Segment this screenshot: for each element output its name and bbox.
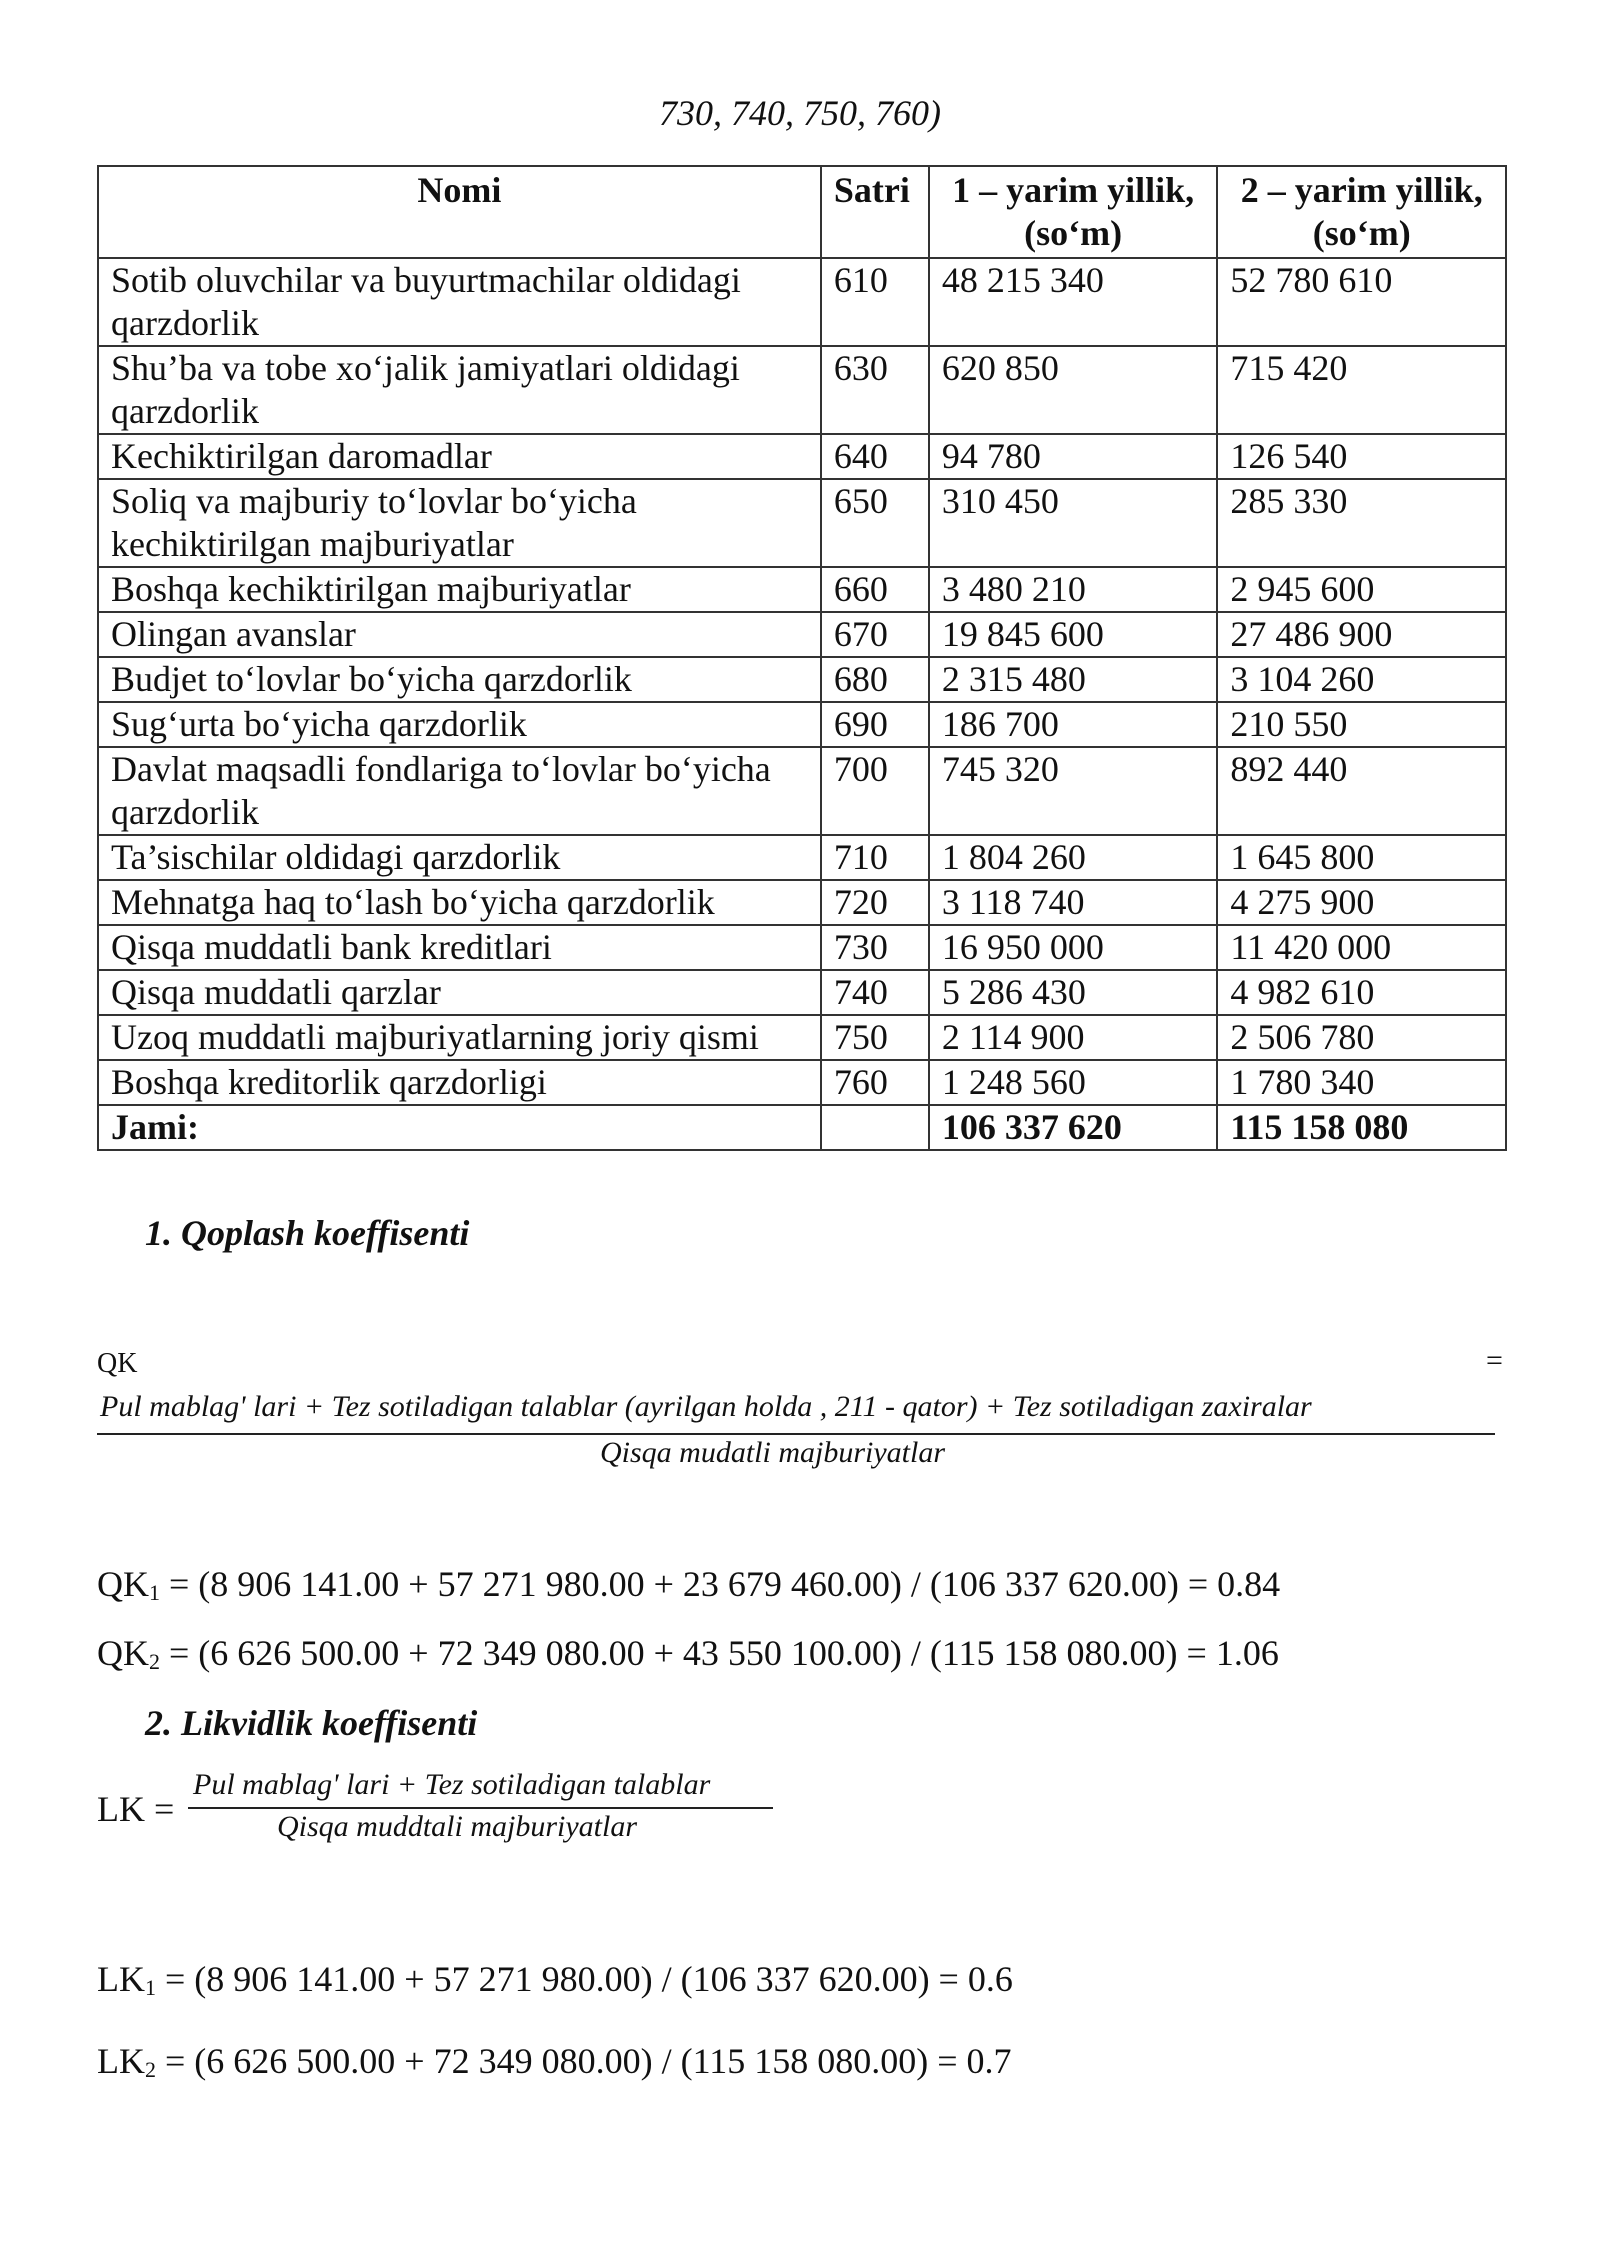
row-name: Mehnatga haq to‘lash bo‘yicha qarzdorlik xyxy=(98,880,821,925)
qk-formula-denominator: Qisqa mudatli majburiyatlar xyxy=(600,1436,946,1469)
row-half-year-1: 48 215 340 xyxy=(929,258,1218,346)
table-row xyxy=(98,925,1506,970)
lk-formula-label: LK = xyxy=(97,1789,175,1829)
table-row xyxy=(98,970,1506,1015)
row-half-year-2: 126 540 xyxy=(1217,434,1506,479)
row-code: 640 xyxy=(821,434,929,479)
table-header-row xyxy=(98,166,1506,258)
qk1-calculation xyxy=(97,1563,1280,1606)
lk2-text: = (6 626 500.00 + 72 349 080.00) / (115 158 080.00) = 0.7 xyxy=(156,2041,1012,2081)
lk1-text: = (8 906 141.00 + 57 271 980.00) / (106 337 620.00) = 0.6 xyxy=(156,1959,1013,1999)
table-row xyxy=(98,1015,1506,1060)
row-name: Boshqa kreditorlik qarzdorligi xyxy=(98,1060,821,1105)
qk1-subscript: 1 xyxy=(149,1580,160,1605)
row-half-year-1: 3 118 740 xyxy=(929,880,1218,925)
table-row xyxy=(98,612,1506,657)
row-code: 700 xyxy=(821,747,929,835)
row-code: 750 xyxy=(821,1015,929,1060)
lk1-subscript: 1 xyxy=(145,1975,156,2000)
row-code: 710 xyxy=(821,835,929,880)
row-name: Sug‘urta bo‘yicha qarzdorlik xyxy=(98,702,821,747)
row-code: 630 xyxy=(821,346,929,434)
row-half-year-1: 745 320 xyxy=(929,747,1218,835)
row-name: Sotib oluvchilar va buyurtmachilar oldidagi qarzdorlik xyxy=(98,258,821,346)
row-half-year-2: 4 982 610 xyxy=(1217,970,1506,1015)
document-title: 730, 740, 750, 760) xyxy=(659,93,941,133)
row-half-year-2: 2 506 780 xyxy=(1217,1015,1506,1060)
row-half-year-1: 19 845 600 xyxy=(929,612,1218,657)
qk2-subscript: 2 xyxy=(149,1649,160,1674)
row-half-year-1: 310 450 xyxy=(929,479,1218,567)
row-name: Ta’sischilar oldidagi qarzdorlik xyxy=(98,835,821,880)
row-name: Kechiktirilgan daromadlar xyxy=(98,434,821,479)
total-half-year-1: 106 337 620 xyxy=(929,1105,1218,1150)
table-row xyxy=(98,657,1506,702)
row-half-year-2: 52 780 610 xyxy=(1217,258,1506,346)
table-row xyxy=(98,747,1506,835)
row-code: 740 xyxy=(821,970,929,1015)
qk-formula-label: QK xyxy=(97,1348,138,1379)
row-half-year-1: 1 804 260 xyxy=(929,835,1218,880)
qk-formula-numerator: Pul mablag' lari + Tez sotiladigan talablar (ayrilgan holda , 211 - qator) + Tez sotiladigan zaxiralar xyxy=(100,1390,1312,1423)
row-half-year-2: 4 275 900 xyxy=(1217,880,1506,925)
row-half-year-1: 1 248 560 xyxy=(929,1060,1218,1105)
header-half-year-1: 1 – yarim yillik, (so‘m) xyxy=(929,166,1218,258)
section-heading-qoplash: 1. Qoplash koeffisenti xyxy=(145,1213,470,1253)
row-name: Boshqa kechiktirilgan majburiyatlar xyxy=(98,567,821,612)
qk-fraction-line xyxy=(97,1433,1495,1435)
table-row xyxy=(98,880,1506,925)
lk1-label: LK xyxy=(97,1959,145,1999)
lk-formula-numerator: Pul mablag' lari + Tez sotiladigan talablar xyxy=(193,1768,711,1801)
section-heading-likvidlik: 2. Likvidlik koeffisenti xyxy=(145,1703,478,1743)
table-row xyxy=(98,702,1506,747)
table-row xyxy=(98,346,1506,434)
row-code: 650 xyxy=(821,479,929,567)
table-total-row xyxy=(98,1105,1506,1150)
row-name: Budjet to‘lovlar bo‘yicha qarzdorlik xyxy=(98,657,821,702)
lk2-label: LK xyxy=(97,2041,145,2081)
table-row xyxy=(98,1060,1506,1105)
row-half-year-1: 186 700 xyxy=(929,702,1218,747)
row-half-year-1: 94 780 xyxy=(929,434,1218,479)
row-half-year-1: 2 315 480 xyxy=(929,657,1218,702)
header-half-year-2: 2 – yarim yillik, (so‘m) xyxy=(1217,166,1506,258)
lk1-calculation xyxy=(97,1958,1013,2001)
qk2-calculation xyxy=(97,1632,1279,1675)
table-body xyxy=(98,258,1506,1150)
table-row xyxy=(98,258,1506,346)
row-name: Uzoq muddatli majburiyatlarning joriy qismi xyxy=(98,1015,821,1060)
row-half-year-1: 620 850 xyxy=(929,346,1218,434)
qk2-label: QK xyxy=(97,1633,149,1673)
table-row xyxy=(98,567,1506,612)
row-code: 760 xyxy=(821,1060,929,1105)
qk-formula-equals: = xyxy=(1486,1344,1503,1377)
lk2-calculation xyxy=(97,2040,1012,2083)
header-nomi: Nomi xyxy=(98,166,821,258)
row-name: Qisqa muddatli qarzlar xyxy=(98,970,821,1015)
row-half-year-1: 5 286 430 xyxy=(929,970,1218,1015)
row-name: Soliq va majburiy to‘lovlar bo‘yicha kechiktirilgan majburiyatlar xyxy=(98,479,821,567)
row-half-year-1: 16 950 000 xyxy=(929,925,1218,970)
row-code: 670 xyxy=(821,612,929,657)
row-code: 610 xyxy=(821,258,929,346)
qk1-label: QK xyxy=(97,1564,149,1604)
row-code: 680 xyxy=(821,657,929,702)
row-name: Qisqa muddatli bank kreditlari xyxy=(98,925,821,970)
row-half-year-2: 285 330 xyxy=(1217,479,1506,567)
row-half-year-2: 27 486 900 xyxy=(1217,612,1506,657)
lk-formula-denominator: Qisqa muddtali majburiyatlar xyxy=(277,1810,638,1843)
row-code: 720 xyxy=(821,880,929,925)
total-half-year-2: 115 158 080 xyxy=(1217,1105,1506,1150)
row-name: Olingan avanslar xyxy=(98,612,821,657)
row-half-year-2: 11 420 000 xyxy=(1217,925,1506,970)
table-row xyxy=(98,434,1506,479)
liabilities-table xyxy=(97,165,1507,1151)
total-code xyxy=(821,1105,929,1150)
header-satri: Satri xyxy=(821,166,929,258)
table-row xyxy=(98,479,1506,567)
row-half-year-2: 892 440 xyxy=(1217,747,1506,835)
row-half-year-2: 210 550 xyxy=(1217,702,1506,747)
total-label: Jami: xyxy=(98,1105,821,1150)
lk-fraction-line xyxy=(188,1807,773,1809)
row-code: 730 xyxy=(821,925,929,970)
row-half-year-1: 3 480 210 xyxy=(929,567,1218,612)
row-name: Davlat maqsadli fondlariga to‘lovlar bo‘yicha qarzdorlik xyxy=(98,747,821,835)
lk2-subscript: 2 xyxy=(145,2057,156,2082)
row-half-year-2: 715 420 xyxy=(1217,346,1506,434)
row-half-year-2: 2 945 600 xyxy=(1217,567,1506,612)
row-code: 690 xyxy=(821,702,929,747)
qk2-text: = (6 626 500.00 + 72 349 080.00 + 43 550 100.00) / (115 158 080.00) = 1.06 xyxy=(160,1633,1279,1673)
qk1-text: = (8 906 141.00 + 57 271 980.00 + 23 679 460.00) / (106 337 620.00) = 0.84 xyxy=(160,1564,1281,1604)
row-half-year-2: 1 780 340 xyxy=(1217,1060,1506,1105)
row-half-year-2: 3 104 260 xyxy=(1217,657,1506,702)
row-half-year-1: 2 114 900 xyxy=(929,1015,1218,1060)
table-row xyxy=(98,835,1506,880)
row-code: 660 xyxy=(821,567,929,612)
row-half-year-2: 1 645 800 xyxy=(1217,835,1506,880)
row-name: Shu’ba va tobe xo‘jalik jamiyatlari oldidagi qarzdorlik xyxy=(98,346,821,434)
